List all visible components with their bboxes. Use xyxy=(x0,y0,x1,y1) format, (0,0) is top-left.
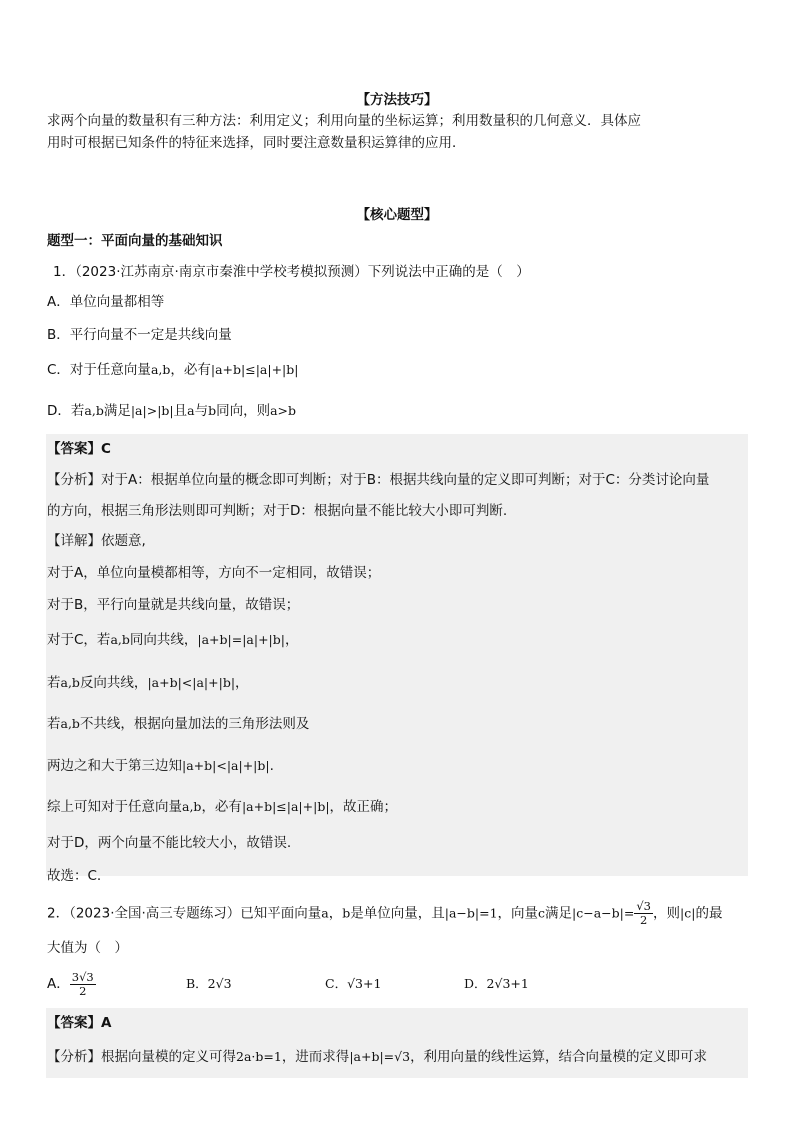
q1-d-text4: 同向，则 xyxy=(216,403,271,419)
q1-c-vectors: a,b xyxy=(150,362,171,377)
q2-answer: 【答案】A xyxy=(47,1015,112,1031)
q2-option-d: D．2√3+1 xyxy=(464,976,529,991)
q1-d5-middle: 不共线，根据向量加法的三角形法则及 xyxy=(79,716,310,732)
question-type-title: 题型一：平面向量的基础知识 xyxy=(47,233,223,249)
q1-d6-prefix: 两边之和大于第三边知 xyxy=(47,758,182,774)
q1-final-choice: 故选：C. xyxy=(47,868,102,884)
q1-detail-c-noncollinear xyxy=(47,714,309,734)
q2-analysis-end: ，利用向量的线性运算，结合向量模的定义即可求 xyxy=(410,1049,708,1065)
q2-vector-c: c xyxy=(538,905,546,921)
core-heading: 【核心题型】 xyxy=(356,207,438,223)
method-text-line1: 求两个向量的数量积有三种方法：利用定义；利用向量的坐标运算；利用数量积的几何意义．具体应 xyxy=(47,113,641,129)
q1-d5-vectors: a,b xyxy=(60,716,80,731)
q1-d-vector-a: a xyxy=(187,403,195,418)
q1-d-text1: 满足 xyxy=(103,403,131,419)
q1-d3-prefix: 对于C，若 xyxy=(47,632,111,648)
q1-analysis-line2: 的方向，根据三角形法则即可判断；对于D：根据向量不能比较大小即可判断. xyxy=(47,503,508,519)
q1-d6-expr: |a+b|<|a|+|b| xyxy=(182,758,270,773)
q1-c-prefix: C．对于任意向量 xyxy=(47,362,151,378)
q1-detail-b: 对于B，平行向量就是共线向量，故错误； xyxy=(47,597,300,613)
q2-expr3: |c| xyxy=(680,905,696,921)
q2-analysis-expr2: |a+b|=√3 xyxy=(349,1049,411,1064)
q1-d-prefix: D．若 xyxy=(47,403,85,419)
q1-detail-c-same xyxy=(47,630,298,650)
q2-stem-prefix: 2．（2023·全国·高三专题练习）已知平面向量 xyxy=(47,905,322,922)
q1-d7-expr: |a+b|≤|a|+|b| xyxy=(241,799,330,814)
q1-detail-c-opposite xyxy=(47,673,249,693)
q1-option-b: B．平行向量不一定是共线向量 xyxy=(47,327,232,343)
q2-separator: ， xyxy=(328,905,343,922)
q1-stem: 1．（2023·江苏南京·南京市秦淮中学校考模拟预测）下列说法中正确的是（ ） xyxy=(53,264,530,280)
q2-a-fraction xyxy=(70,971,96,998)
q2-expr2-denominator: 2 xyxy=(640,913,648,927)
q2-option-c: C．√3+1 xyxy=(325,976,382,991)
q1-d-text2: 且 xyxy=(173,403,188,419)
q1-c-inequality: |a+b|≤|a|+|b| xyxy=(210,362,299,377)
q1-option-d xyxy=(47,401,296,421)
q1-d-expr1: |a|>|b| xyxy=(130,403,174,418)
q2-analysis-middle: ，进而求得 xyxy=(281,1049,350,1065)
q2-option-b: B．2√3 xyxy=(186,976,232,991)
q1-d-vector-b: b xyxy=(208,403,217,418)
q1-d4-expr: |a+b|<|a|+|b| xyxy=(147,675,236,690)
q2-a-denominator: 2 xyxy=(79,983,87,998)
q1-d3-end: ， xyxy=(284,632,299,648)
q1-d-vectors: a,b xyxy=(84,403,104,418)
q2-analysis-expr1: 2a·b=1 xyxy=(236,1049,282,1064)
q2-analysis-prefix: 【分析】根据向量模的定义可得 xyxy=(47,1049,236,1065)
q2-vector-a: a xyxy=(321,905,329,921)
q1-d4-middle: 反向共线， xyxy=(79,675,148,691)
q1-c-middle: ，必有 xyxy=(170,362,211,378)
q2-expr2-left: |c−a−b|= xyxy=(572,905,635,921)
q2-stem-text4: ，则 xyxy=(653,905,681,922)
q1-d5-prefix: 若 xyxy=(47,716,61,732)
q1-d-text3: 与 xyxy=(194,403,209,419)
q1-d-expr2: a>b xyxy=(270,403,297,418)
q1-detail-d: 对于D，两个向量不能比较大小，故错误. xyxy=(47,835,292,851)
q2-vector-b: b xyxy=(342,905,351,921)
q2-a-numerator: 3√3 xyxy=(71,969,94,984)
q2-stem-line1 xyxy=(47,900,722,927)
q2-analysis xyxy=(47,1047,707,1067)
q1-option-a: A．单位向量都相等 xyxy=(47,294,165,310)
q1-detail-conclusion xyxy=(47,797,397,817)
q1-d7-prefix: 综上可知对于任意向量 xyxy=(47,799,182,815)
q1-d6-end: . xyxy=(269,758,274,774)
q2-expr2-numerator: √3 xyxy=(636,899,652,913)
q1-d3-vectors: a,b xyxy=(110,632,130,647)
q1-d3-middle: 同向共线， xyxy=(129,632,198,648)
q1-d4-end: ， xyxy=(235,675,249,691)
q1-detail-heading: 【详解】依题意, xyxy=(47,533,146,549)
q1-d4-vectors: a,b xyxy=(60,675,80,690)
method-text-line2: 用时可根据已知条件的特征来选择，同时要注意数量积运算律的应用． xyxy=(47,135,466,151)
q2-stem-text2: ，向量 xyxy=(497,905,539,922)
q1-analysis-line1: 【分析】对于A：根据单位向量的概念即可判断；对于B：根据共线向量的定义即可判断；对于C：分类讨论向量 xyxy=(47,472,710,488)
q1-d4-prefix: 若 xyxy=(47,675,61,691)
q2-condition-expr: |a−b|=1 xyxy=(444,905,498,921)
q2-stem-text3: 满足 xyxy=(545,905,573,922)
q2-a-label: A． xyxy=(47,976,70,992)
q2-stem-line2: 大值为（ ） xyxy=(47,940,128,956)
q1-d3-expr: |a+b|=|a|+|b| xyxy=(197,632,285,647)
q1-detail-triangle xyxy=(47,756,274,776)
q2-expr2-fraction xyxy=(634,900,653,927)
method-heading: 【方法技巧】 xyxy=(356,92,438,108)
q1-d7-middle: ，必有 xyxy=(201,799,242,815)
q2-option-a xyxy=(47,966,96,1002)
q1-option-c xyxy=(47,360,298,380)
q1-detail-a: 对于A，单位向量模都相等，方向不一定相同，故错误； xyxy=(47,565,381,581)
q1-answer: 【答案】C xyxy=(47,441,111,457)
q2-stem-end: 的最 xyxy=(695,905,723,922)
q1-d7-end: ，故正确； xyxy=(329,799,398,815)
q2-answer-block xyxy=(46,1008,748,1078)
q2-stem-text1: 是单位向量，且 xyxy=(350,905,445,922)
q1-d7-vectors: a,b xyxy=(182,799,202,814)
